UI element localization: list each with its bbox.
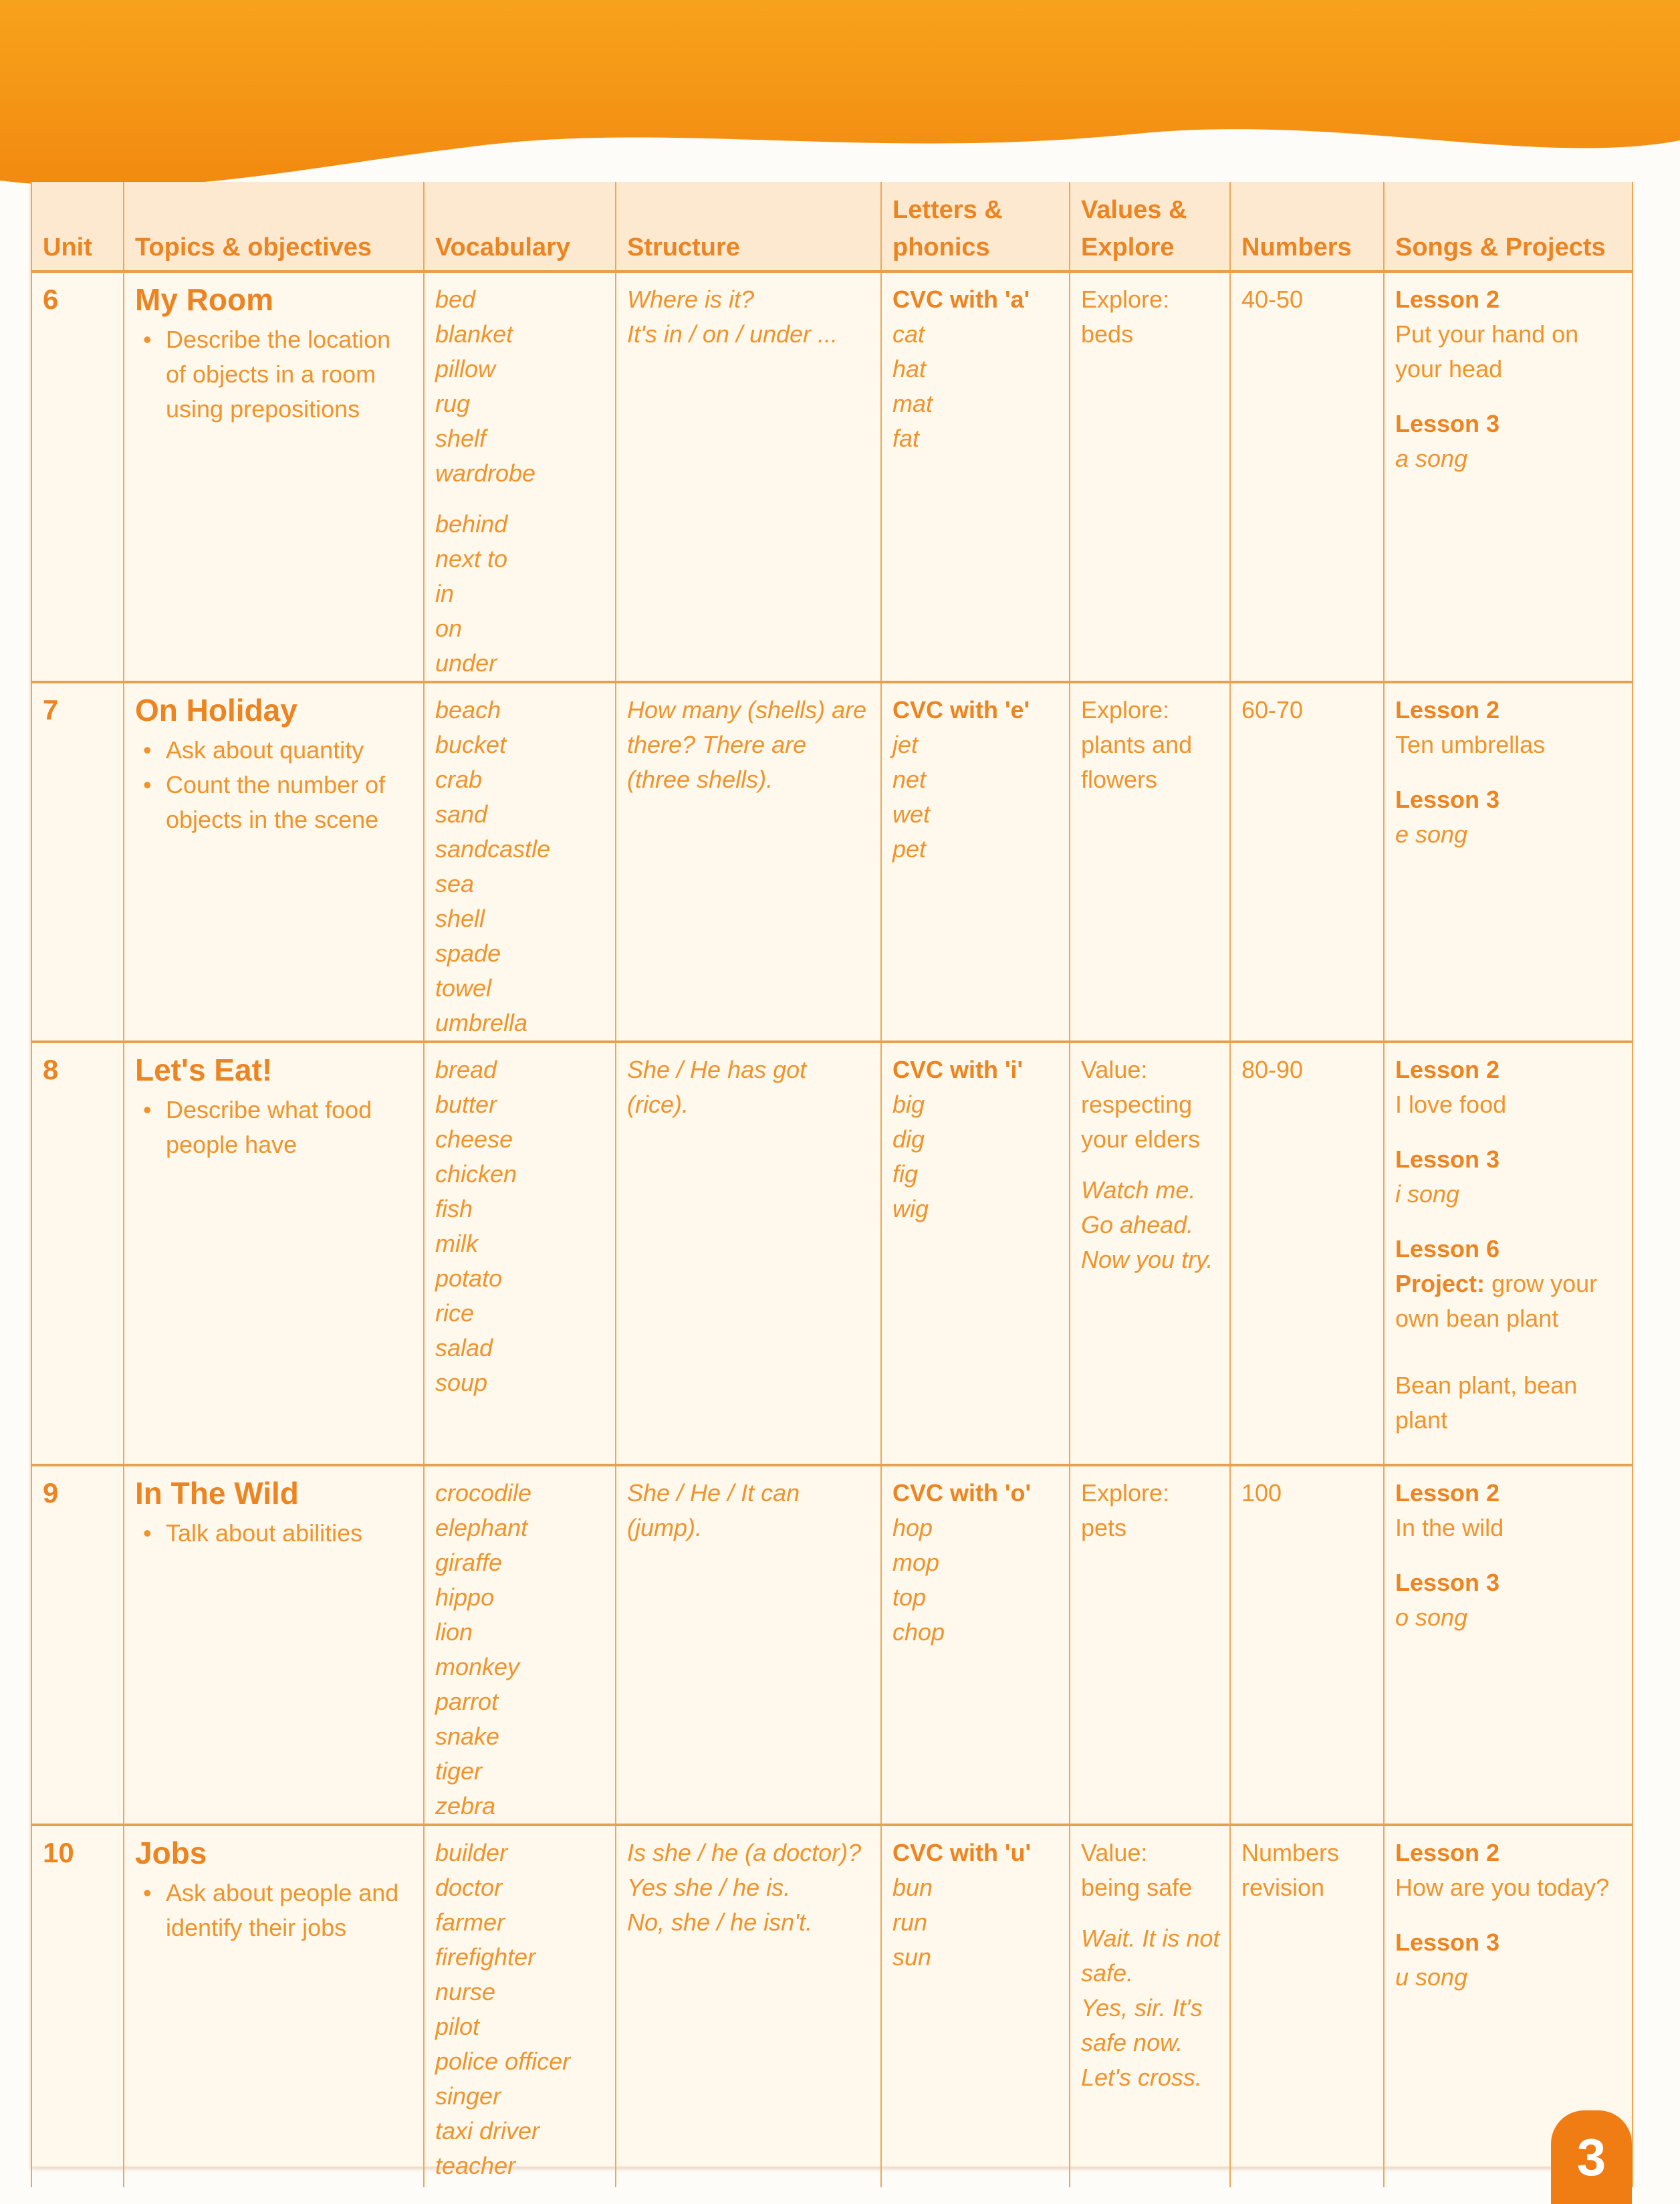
phonics-word: dig xyxy=(892,1125,925,1153)
vocabulary-word: fish xyxy=(435,1195,473,1222)
phonics-word: mop xyxy=(892,1549,940,1576)
structure-line: It's in / on / under ... xyxy=(627,320,838,348)
song-text xyxy=(1395,1087,1623,1122)
header-topics: Topics & objectives xyxy=(124,182,424,271)
values-text: plants and flowers xyxy=(1081,731,1193,793)
values-phrase: Yes, sir. It's safe now. xyxy=(1081,1994,1203,2056)
objective-item: • Count the number of objects in the scene xyxy=(166,768,414,837)
vocabulary-word: police officer xyxy=(435,2048,571,2075)
vocabulary-word: rice xyxy=(435,1299,475,1327)
song-text xyxy=(1395,1368,1623,1438)
unit-number: 10 xyxy=(43,1837,74,1868)
song-title: grow your own bean plant xyxy=(1395,1270,1598,1332)
phonics-title: CVC with 'u' xyxy=(892,1839,1032,1866)
values-cell xyxy=(1070,1042,1230,1465)
song-title: How are you today? xyxy=(1395,1874,1610,1901)
phonics-cell xyxy=(881,1825,1070,2187)
lesson-label: Lesson 3 xyxy=(1395,410,1500,437)
phonics-word: fig xyxy=(892,1160,919,1188)
vocabulary-word: taxi driver xyxy=(435,2117,540,2144)
vocabulary-word: salad xyxy=(435,1334,493,1361)
vocabulary-word: snake xyxy=(435,1723,500,1750)
song-block xyxy=(1395,1476,1623,1545)
objective-item: • Ask about people and identify their jobs xyxy=(166,1876,414,1945)
structure-line: Yes she / he is. xyxy=(627,1874,791,1901)
song-block xyxy=(1395,1836,1623,1905)
values-cell xyxy=(1070,1465,1230,1825)
table-row xyxy=(31,682,1633,1042)
songs-cell xyxy=(1384,271,1633,682)
topics-cell xyxy=(124,682,424,1042)
vocabulary-word: nurse xyxy=(435,1978,496,2005)
phonics-word: fat xyxy=(892,425,920,452)
song-title: u song xyxy=(1395,1963,1468,1991)
vocabulary-cell xyxy=(424,1825,616,2187)
numbers-cell xyxy=(1230,682,1384,1042)
header-numbers: Numbers xyxy=(1230,182,1384,271)
song-text xyxy=(1395,728,1623,762)
unit-cell xyxy=(31,682,124,1042)
vocabulary-word: chicken xyxy=(435,1160,517,1188)
song-block xyxy=(1395,1142,1623,1212)
vocabulary-word: beach xyxy=(435,696,501,724)
structure-cell xyxy=(616,1825,881,2187)
unit-number: 8 xyxy=(43,1054,59,1085)
song-block xyxy=(1395,282,1623,387)
objective-item: • Describe the location of objects in a room using prepositions xyxy=(166,322,414,427)
vocabulary-word: parrot xyxy=(435,1688,499,1715)
vocabulary-word: potato xyxy=(435,1264,503,1292)
song-text xyxy=(1395,317,1623,387)
table-header-row xyxy=(31,182,1633,271)
vocabulary-word: giraffe xyxy=(435,1549,503,1576)
vocabulary-word: crab xyxy=(435,766,483,793)
song-text xyxy=(1395,441,1623,476)
songs-cell xyxy=(1384,1465,1633,1825)
numbers-range: 60-70 xyxy=(1241,696,1304,724)
unit-number: 7 xyxy=(43,694,59,726)
vocabulary-word: butter xyxy=(435,1091,497,1118)
lesson-label: Lesson 2 xyxy=(1395,1056,1500,1083)
structure-line: She / He / It can (jump). xyxy=(627,1479,800,1541)
vocabulary-word: pillow xyxy=(435,355,496,382)
song-text xyxy=(1395,1266,1623,1336)
topic-title: On Holiday xyxy=(135,693,297,728)
unit-cell xyxy=(31,1042,124,1465)
vocabulary-word: blanket xyxy=(435,320,513,348)
values-label: Explore: xyxy=(1081,1479,1170,1507)
unit-cell xyxy=(31,271,124,682)
songs-cell xyxy=(1384,682,1633,1042)
vocabulary-word: hippo xyxy=(435,1583,495,1611)
phonics-word: hat xyxy=(892,355,927,382)
song-block xyxy=(1395,1232,1623,1336)
phonics-title: CVC with 'o' xyxy=(892,1479,1032,1507)
numbers-cell xyxy=(1230,1465,1384,1825)
numbers-cell xyxy=(1230,1042,1384,1465)
vocabulary-word: builder xyxy=(435,1839,508,1866)
phonics-title: CVC with 'i' xyxy=(892,1056,1024,1083)
song-block xyxy=(1395,1925,1623,1995)
vocabulary-word: behind xyxy=(435,510,508,538)
vocabulary-word: milk xyxy=(435,1230,478,1257)
values-text: pets xyxy=(1081,1514,1127,1541)
vocabulary-word: firefighter xyxy=(435,1943,536,1971)
values-label: Explore: xyxy=(1081,286,1170,313)
phonics-cell xyxy=(881,682,1070,1042)
lesson-label: Lesson 3 xyxy=(1395,1569,1500,1596)
phonics-title: CVC with 'a' xyxy=(892,286,1030,313)
phonics-word: net xyxy=(892,766,927,793)
vocabulary-word: towel xyxy=(435,974,492,1002)
vocabulary-word: wardrobe xyxy=(435,459,536,487)
vocabulary-word: umbrella xyxy=(435,1009,528,1036)
song-block xyxy=(1395,1368,1623,1438)
vocabulary-word: elephant xyxy=(435,1514,528,1541)
vocabulary-cell xyxy=(424,1042,616,1465)
structure-line: She / He has got (rice). xyxy=(627,1056,807,1118)
values-text: respecting your elders xyxy=(1081,1091,1201,1153)
vocabulary-word: pilot xyxy=(435,2013,480,2040)
song-text xyxy=(1395,817,1623,852)
vocabulary-word: monkey xyxy=(435,1653,520,1680)
vocabulary-word: shelf xyxy=(435,425,487,452)
song-block xyxy=(1395,1053,1623,1122)
phonics-word: big xyxy=(892,1091,925,1118)
song-text xyxy=(1395,1870,1623,1905)
header-vocabulary: Vocabulary xyxy=(424,182,616,271)
vocabulary-word: next to xyxy=(435,545,508,572)
phonics-word: chop xyxy=(892,1618,945,1646)
values-label: Value: xyxy=(1081,1056,1148,1083)
phonics-title: CVC with 'e' xyxy=(892,696,1030,724)
vocabulary-word: soup xyxy=(435,1369,488,1396)
song-title: Put your hand on your head xyxy=(1395,320,1579,382)
objectives-list xyxy=(135,1093,414,1162)
song-title: e song xyxy=(1395,820,1468,848)
objectives-list xyxy=(135,322,414,427)
song-text xyxy=(1395,1511,1623,1545)
values-label: Value: xyxy=(1081,1839,1148,1866)
values-text: being safe xyxy=(1081,1874,1193,1901)
numbers-cell xyxy=(1230,1825,1384,2187)
vocabulary-word: teacher xyxy=(435,2152,516,2179)
song-title: a song xyxy=(1395,445,1468,472)
phonics-word: top xyxy=(892,1583,927,1611)
topic-title: Jobs xyxy=(135,1836,207,1870)
structure-cell xyxy=(616,1465,881,1825)
song-block xyxy=(1395,1565,1623,1635)
structure-line: Where is it? xyxy=(627,286,755,313)
vocabulary-word: rug xyxy=(435,390,471,417)
song-block xyxy=(1395,782,1623,852)
objectives-list xyxy=(135,1516,414,1551)
vocabulary-word: lion xyxy=(435,1618,473,1646)
phonics-cell xyxy=(881,1465,1070,1825)
values-phrase: Let's cross. xyxy=(1081,2064,1202,2091)
structure-cell xyxy=(616,682,881,1042)
phonics-word: bun xyxy=(892,1874,933,1901)
values-text: beds xyxy=(1081,320,1134,348)
vocabulary-word: singer xyxy=(435,2082,501,2110)
phonics-word: hop xyxy=(892,1514,933,1541)
lesson-label: Lesson 2 xyxy=(1395,1479,1500,1507)
vocabulary-word: doctor xyxy=(435,1874,503,1901)
phonics-word: mat xyxy=(892,390,933,417)
structure-line: Is she / he (a doctor)? xyxy=(627,1839,862,1866)
song-text xyxy=(1395,1600,1623,1635)
vocabulary-word: spade xyxy=(435,940,501,967)
vocabulary-word: bucket xyxy=(435,731,507,758)
vocabulary-cell xyxy=(424,1465,616,1825)
song-block xyxy=(1395,693,1623,762)
page-number-badge: 3 xyxy=(1551,2110,1632,2204)
unit-cell xyxy=(31,1825,124,2187)
table-row xyxy=(31,1465,1633,1825)
numbers-cell xyxy=(1230,271,1384,682)
values-cell xyxy=(1070,271,1230,682)
vocabulary-word: tiger xyxy=(435,1757,483,1785)
structure-line: No, she / he isn't. xyxy=(627,1908,813,1936)
lesson-label: Lesson 3 xyxy=(1395,1928,1500,1956)
topics-cell xyxy=(124,1825,424,2187)
structure-cell xyxy=(616,1042,881,1465)
vocabulary-word: crocodile xyxy=(435,1479,532,1507)
topics-cell xyxy=(124,271,424,682)
vocabulary-cell xyxy=(424,682,616,1042)
song-text xyxy=(1395,1960,1623,1995)
lesson-label: Lesson 3 xyxy=(1395,786,1500,813)
header-values: Values & Explore xyxy=(1070,182,1230,271)
unit-cell xyxy=(31,1465,124,1825)
vocabulary-word: cheese xyxy=(435,1125,513,1153)
objectives-list xyxy=(135,1876,414,1945)
topics-cell xyxy=(124,1042,424,1465)
objectives-list xyxy=(135,733,414,837)
topic-title: My Room xyxy=(135,282,273,317)
lesson-label: Lesson 2 xyxy=(1395,1839,1500,1866)
header-songs: Songs & Projects xyxy=(1384,182,1633,271)
values-cell xyxy=(1070,1825,1230,2187)
values-label: Explore: xyxy=(1081,696,1170,724)
song-title: Ten umbrellas xyxy=(1395,731,1546,758)
header-unit: Unit xyxy=(31,182,124,271)
objective-item: • Talk about abilities xyxy=(166,1516,414,1551)
lesson-label: Lesson 2 xyxy=(1395,696,1500,724)
project-label: Project: xyxy=(1395,1270,1485,1297)
song-title: o song xyxy=(1395,1604,1468,1631)
table-row xyxy=(31,1825,1633,2187)
song-title: In the wild xyxy=(1395,1514,1504,1541)
phonics-word: pet xyxy=(892,835,927,863)
syllabus-table xyxy=(31,182,1633,2187)
song-text xyxy=(1395,1177,1623,1212)
vocabulary-word: bed xyxy=(435,286,476,313)
header-structure: Structure xyxy=(616,182,881,271)
vocabulary-word: shell xyxy=(435,905,485,932)
phonics-word: wig xyxy=(892,1195,929,1222)
phonics-cell xyxy=(881,1042,1070,1465)
song-title: Bean plant, bean plant xyxy=(1395,1371,1578,1434)
phonics-word: run xyxy=(892,1908,928,1936)
song-title: i song xyxy=(1395,1180,1460,1208)
objective-item: • Describe what food people have xyxy=(166,1093,414,1162)
phonics-word: wet xyxy=(892,800,931,828)
lesson-label: Lesson 3 xyxy=(1395,1145,1500,1173)
vocabulary-word: sea xyxy=(435,870,475,897)
song-title: I love food xyxy=(1395,1091,1507,1118)
numbers-range: Numbers revision xyxy=(1241,1839,1340,1901)
songs-cell xyxy=(1384,1042,1633,1465)
header-phonics: Letters & phonics xyxy=(881,182,1070,271)
unit-number: 9 xyxy=(43,1477,59,1509)
numbers-range: 100 xyxy=(1241,1479,1282,1507)
vocabulary-word: in xyxy=(435,580,455,607)
phonics-cell xyxy=(881,271,1070,682)
vocabulary-word: on xyxy=(435,615,463,642)
vocabulary-word: bread xyxy=(435,1056,497,1083)
vocabulary-word: under xyxy=(435,649,497,677)
structure-cell xyxy=(616,271,881,682)
values-cell xyxy=(1070,682,1230,1042)
vocabulary-cell xyxy=(424,271,616,682)
vocabulary-word: farmer xyxy=(435,1908,505,1936)
song-block xyxy=(1395,407,1623,476)
vocabulary-word: sand xyxy=(435,800,488,828)
table-row xyxy=(31,271,1633,682)
values-phrase: Wait. It is not safe. xyxy=(1081,1924,1220,1987)
values-phrase: Watch me. Go ahead. Now you try. xyxy=(1081,1176,1213,1273)
objective-item: • Ask about quantity xyxy=(166,733,414,768)
topics-cell xyxy=(124,1465,424,1825)
vocabulary-word: zebra xyxy=(435,1792,496,1820)
structure-line: How many (shells) are there? There are (three shells). xyxy=(627,696,867,793)
phonics-word: cat xyxy=(892,320,925,348)
topic-title: Let's Eat! xyxy=(135,1053,273,1087)
vocabulary-word: sandcastle xyxy=(435,835,551,863)
phonics-word: sun xyxy=(892,1943,932,1971)
topic-title: In The Wild xyxy=(135,1476,299,1511)
numbers-range: 80-90 xyxy=(1241,1056,1304,1083)
phonics-word: jet xyxy=(892,731,919,758)
table-row xyxy=(31,1042,1633,1465)
unit-number: 6 xyxy=(43,284,59,315)
numbers-range: 40-50 xyxy=(1241,286,1304,313)
lesson-label: Lesson 2 xyxy=(1395,286,1500,313)
lesson-label: Lesson 6 xyxy=(1395,1235,1500,1262)
